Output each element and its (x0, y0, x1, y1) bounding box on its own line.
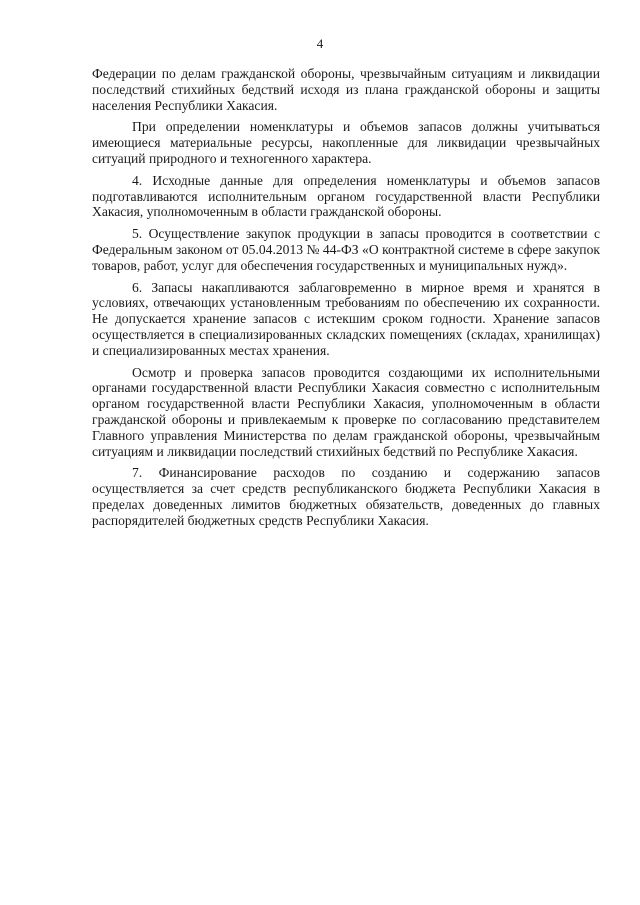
paragraph-item-4: 4. Исходные данные для определения номенклатуры и объемов запасов подготавливаются исполнительным органом государственной власти Республики Хакасия, уполномоченным в области гражданской обороны. (92, 172, 600, 220)
paragraph-continuation: Федерации по делам гражданской обороны, чрезвычайным ситуациям и ликвидации последствий стихийных бедствий исходя из плана гражданской обороны и защиты населения Республики Хакасия. (92, 66, 600, 113)
paragraph-inspection: Осмотр и проверка запасов проводится создающими их исполнительными органами государственной власти Республики Хакасия совместно с исполнительным органом государственной власти Республики Хакасия, уполномоченным в области гражданской обороны и привлекаемым к проверке по согласованию представителем Главного управления Министерства по делам гражданской обороны, чрезвычайным ситуациям и ликвидации последствий стихийных бедствий по Республике Хакасия. (92, 364, 600, 459)
paragraph-item-7: 7. Финансирование расходов по созданию и содержанию запасов осуществляется за счет средств республиканского бюджета Республики Хакасия в пределах доведенных лимитов бюджетных обязательств, доведенных до главных распорядителей бюджетных средств Республики Хакасия. (92, 465, 600, 528)
document-body (92, 66, 600, 535)
paragraph-nomenclature: При определении номенклатуры и объемов запасов должны учитываться имеющиеся материальные ресурсы, накопленные для ликвидации чрезвычайных ситуаций природного и техногенного характера. (92, 119, 600, 166)
page-number: 4 (316, 36, 324, 51)
paragraph-item-6: 6. Запасы накапливаются заблаговременно в мирное время и хранятся в условиях, отвечающих установленным требованиям по обеспечению их сохранности. Не допускается хранение запасов с истекшим сроком годности. Хранение запасов осуществляется в специализированных складских помещениях (складах, хранилищах) и специализированных местах хранения. (92, 279, 600, 358)
paragraph-item-5: 5. Осуществление закупок продукции в запасы проводится в соответствии с Федеральным законом от 05.04.2013 № 44-ФЗ «О контрактной системе в сфере закупок товаров, работ, услуг для обеспечения государственных и муниципальных нужд». (92, 226, 600, 273)
